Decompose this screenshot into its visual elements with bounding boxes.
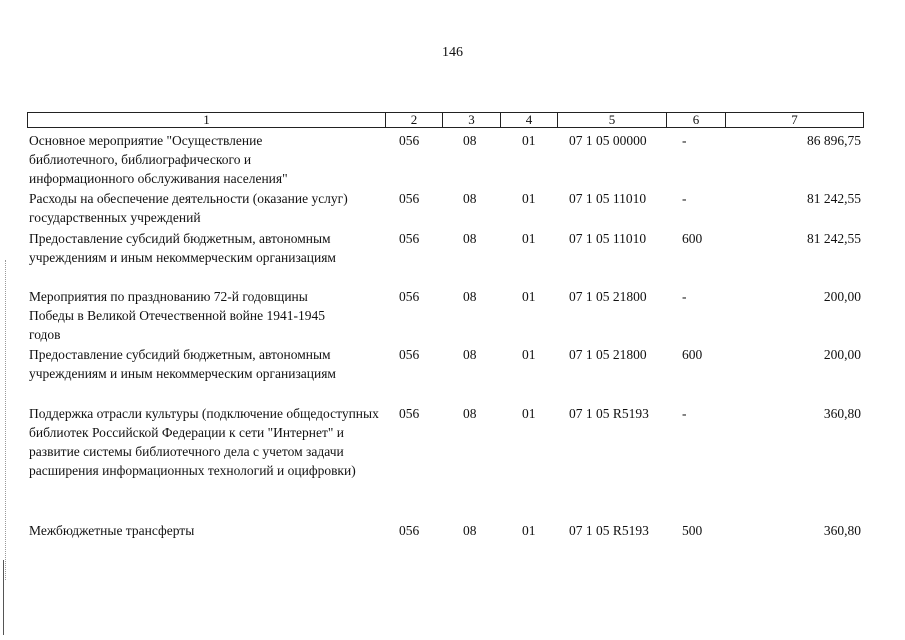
row-col5: 07 1 05 00000 [569, 133, 647, 148]
row-col6: - [682, 191, 687, 206]
row-name: Мероприятия по празднованию 72-й годовщины Победы в Великой Отечественной войне 1941-1945 годов [29, 289, 325, 342]
row-col7: 200,00 [823, 289, 861, 304]
row-col7: 86 896,75 [807, 133, 861, 148]
header-cell-4: 4 [501, 113, 558, 127]
row-col7: 360,80 [823, 523, 861, 538]
row-col3: 08 [463, 289, 477, 304]
row-col4: 01 [522, 347, 536, 362]
row-name: Предоставление субсидий бюджетным, автономным учреждениям и иным некоммерческим организациям [29, 231, 336, 265]
row-col4: 01 [522, 191, 536, 206]
row-col7: 360,80 [823, 406, 861, 421]
row-col6: 500 [682, 523, 703, 538]
header-cell-6: 6 [667, 113, 726, 127]
row-col3: 08 [463, 191, 477, 206]
header-cell-5: 5 [558, 113, 667, 127]
row-col7: 81 242,55 [807, 231, 861, 246]
row-col4: 01 [522, 523, 536, 538]
header-cell-7: 7 [791, 112, 798, 127]
row-col5: 07 1 05 11010 [569, 191, 647, 206]
row-col3: 08 [463, 133, 477, 148]
row-col5: 07 1 05 21800 [569, 347, 647, 362]
row-col4: 01 [522, 231, 536, 246]
row-name: Поддержка отрасли культуры (подключение общедоступных библиотек Российской Федерации к сети "Интернет" и развитие системы библиотечного дела с учетом задачи расширения информационных технологий и оцифровки) [29, 406, 379, 478]
row-col2: 056 [399, 347, 420, 362]
row-col3: 08 [463, 523, 477, 538]
row-col2: 056 [399, 406, 420, 421]
row-col5: 07 1 05 R5193 [569, 406, 649, 421]
row-col6: - [682, 133, 687, 148]
row-col4: 01 [522, 133, 536, 148]
row-col6: - [682, 406, 687, 421]
row-col2: 056 [399, 133, 420, 148]
row-name: Основное мероприятие "Осуществление библиотечного, библиографического и информационного обслуживания населения" [29, 133, 288, 186]
row-col3: 08 [463, 231, 477, 246]
row-col2: 056 [399, 289, 420, 304]
row-col4: 01 [522, 289, 536, 304]
row-col5: 07 1 05 11010 [569, 231, 647, 246]
row-col2: 056 [399, 231, 420, 246]
row-col2: 056 [399, 523, 420, 538]
row-col6: - [682, 289, 687, 304]
page-number: 146 [442, 45, 463, 60]
row-col6: 600 [682, 231, 703, 246]
row-col3: 08 [463, 347, 477, 362]
row-col4: 01 [522, 406, 536, 421]
header-cell-2: 2 [386, 113, 443, 127]
row-col5: 07 1 05 21800 [569, 289, 647, 304]
scan-margin-line [5, 260, 7, 580]
row-col5: 07 1 05 R5193 [569, 523, 649, 538]
header-cell-1: 1 [28, 113, 386, 127]
row-name: Расходы на обеспечение деятельности (оказание услуг) государственных учреждений [29, 191, 348, 225]
header-cell-3: 3 [443, 113, 501, 127]
row-col2: 056 [399, 191, 420, 206]
row-col3: 08 [463, 406, 477, 421]
row-col7: 81 242,55 [807, 191, 861, 206]
row-col6: 600 [682, 347, 703, 362]
row-name: Межбюджетные трансферты [29, 523, 195, 538]
table-header-row [27, 112, 864, 128]
row-name: Предоставление субсидий бюджетным, автономным учреждениям и иным некоммерческим организациям [29, 347, 336, 381]
scan-margin-line [3, 560, 4, 635]
row-col7: 200,00 [823, 347, 861, 362]
